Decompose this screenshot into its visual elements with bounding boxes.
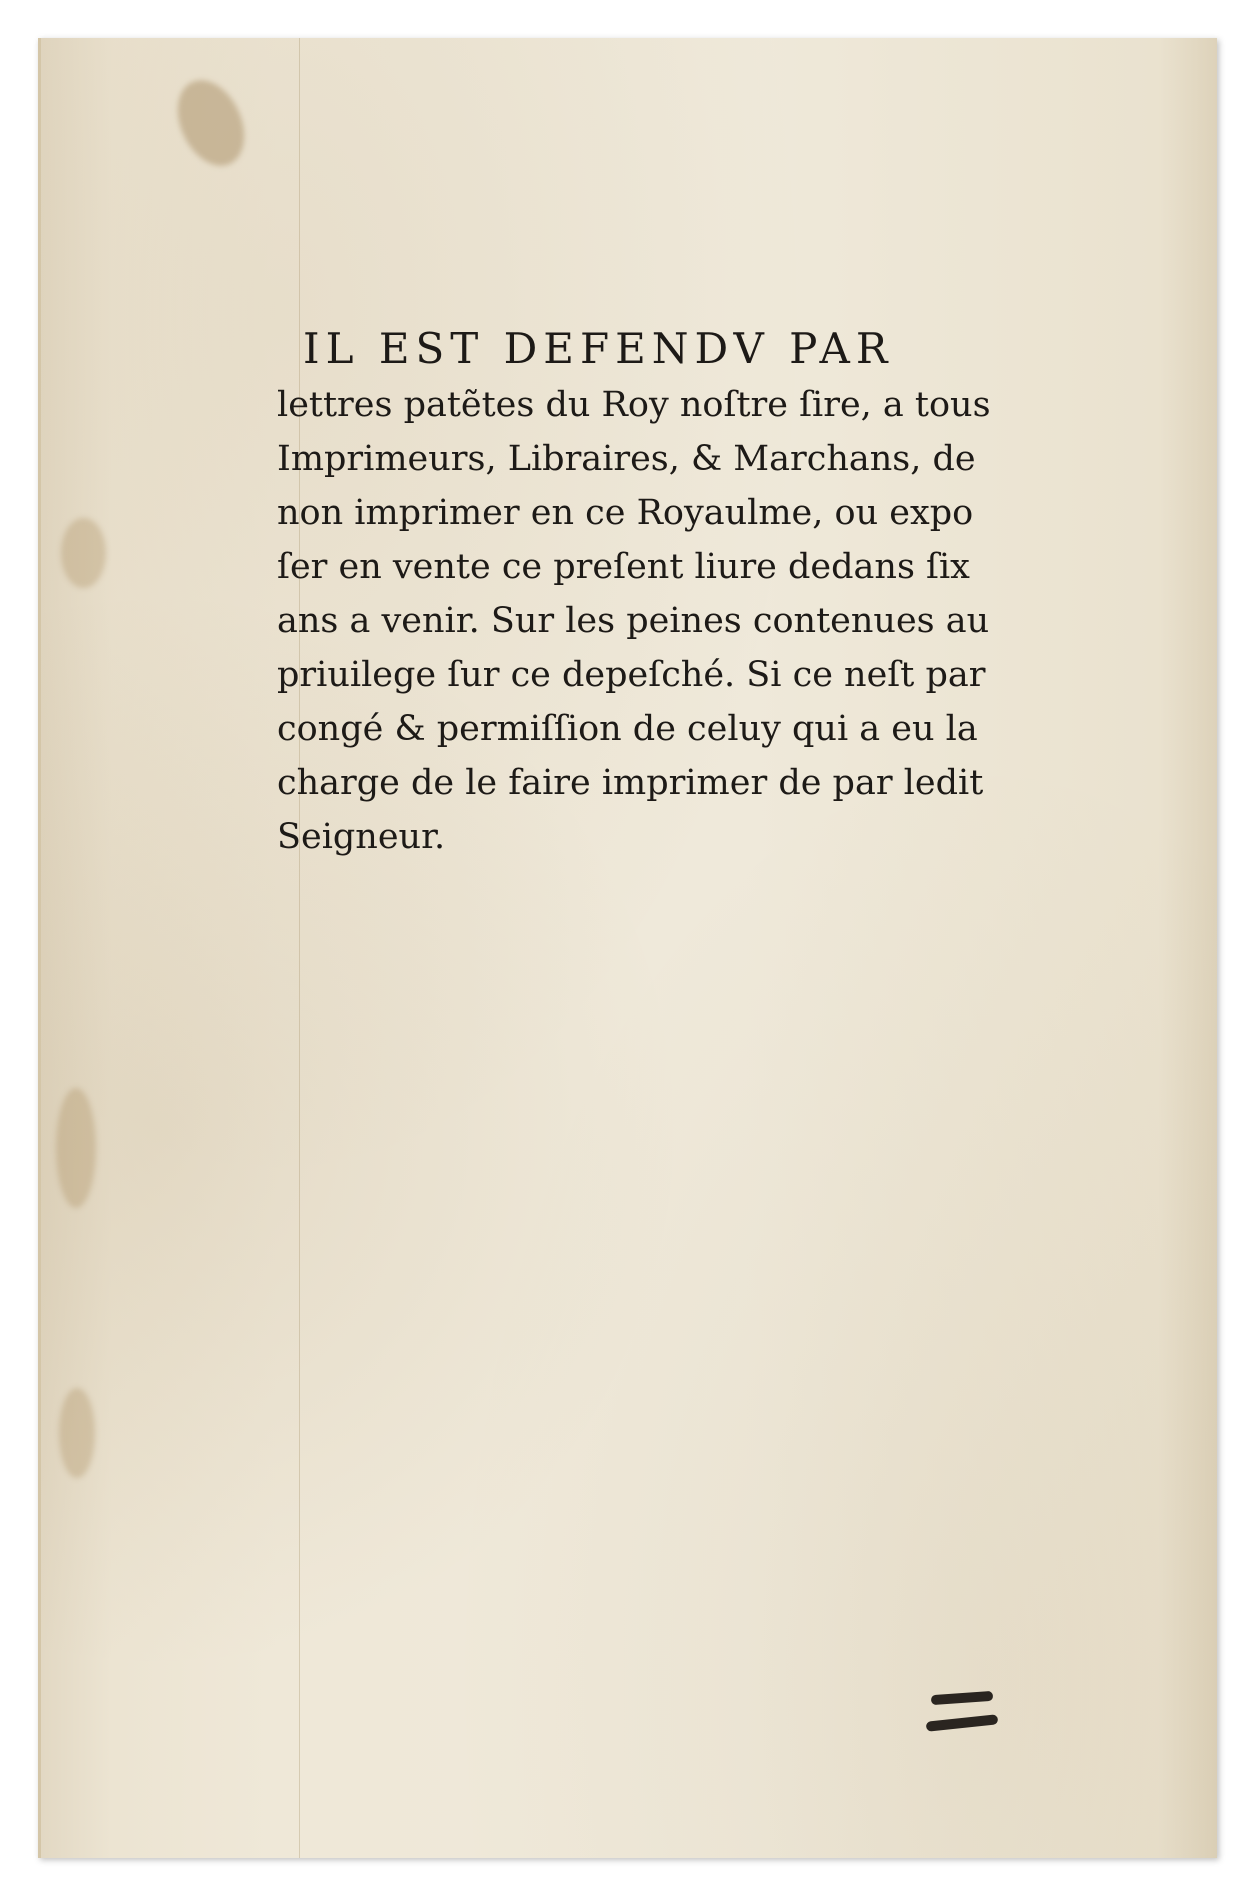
paper-page <box>38 38 1217 1858</box>
text-line: ſer en vente ce preſent liure dedans ſix <box>277 547 970 587</box>
paper-stain <box>165 70 257 177</box>
text-line: charge de le faire imprimer de par ledit <box>277 763 984 803</box>
paper-stain <box>56 1088 96 1208</box>
privilege-heading: IL EST DEFENDV PAR <box>303 324 894 373</box>
ink-mark <box>926 1714 999 1731</box>
page-fold-line <box>299 38 300 1858</box>
text-line: priuilege ſur ce depeſché. Si ce neſt par <box>277 655 986 695</box>
text-line: ans a venir. Sur les peines contenues au <box>277 601 990 641</box>
paper-stain <box>61 518 106 588</box>
text-line: congé & permiſſion de celuy qui a eu la <box>277 709 978 749</box>
text-line: Imprimeurs, Libraires, & Marchans, de <box>277 439 976 479</box>
ink-mark <box>931 1691 994 1705</box>
text-line: non imprimer en ce Royaulme, ou expo <box>277 493 974 533</box>
text-line: Seigneur. <box>277 817 446 857</box>
text-line: lettres patẽtes du Roy noſtre ſire, a tous <box>277 385 991 425</box>
paper-stain <box>59 1388 95 1478</box>
privilege-text <box>277 320 991 864</box>
